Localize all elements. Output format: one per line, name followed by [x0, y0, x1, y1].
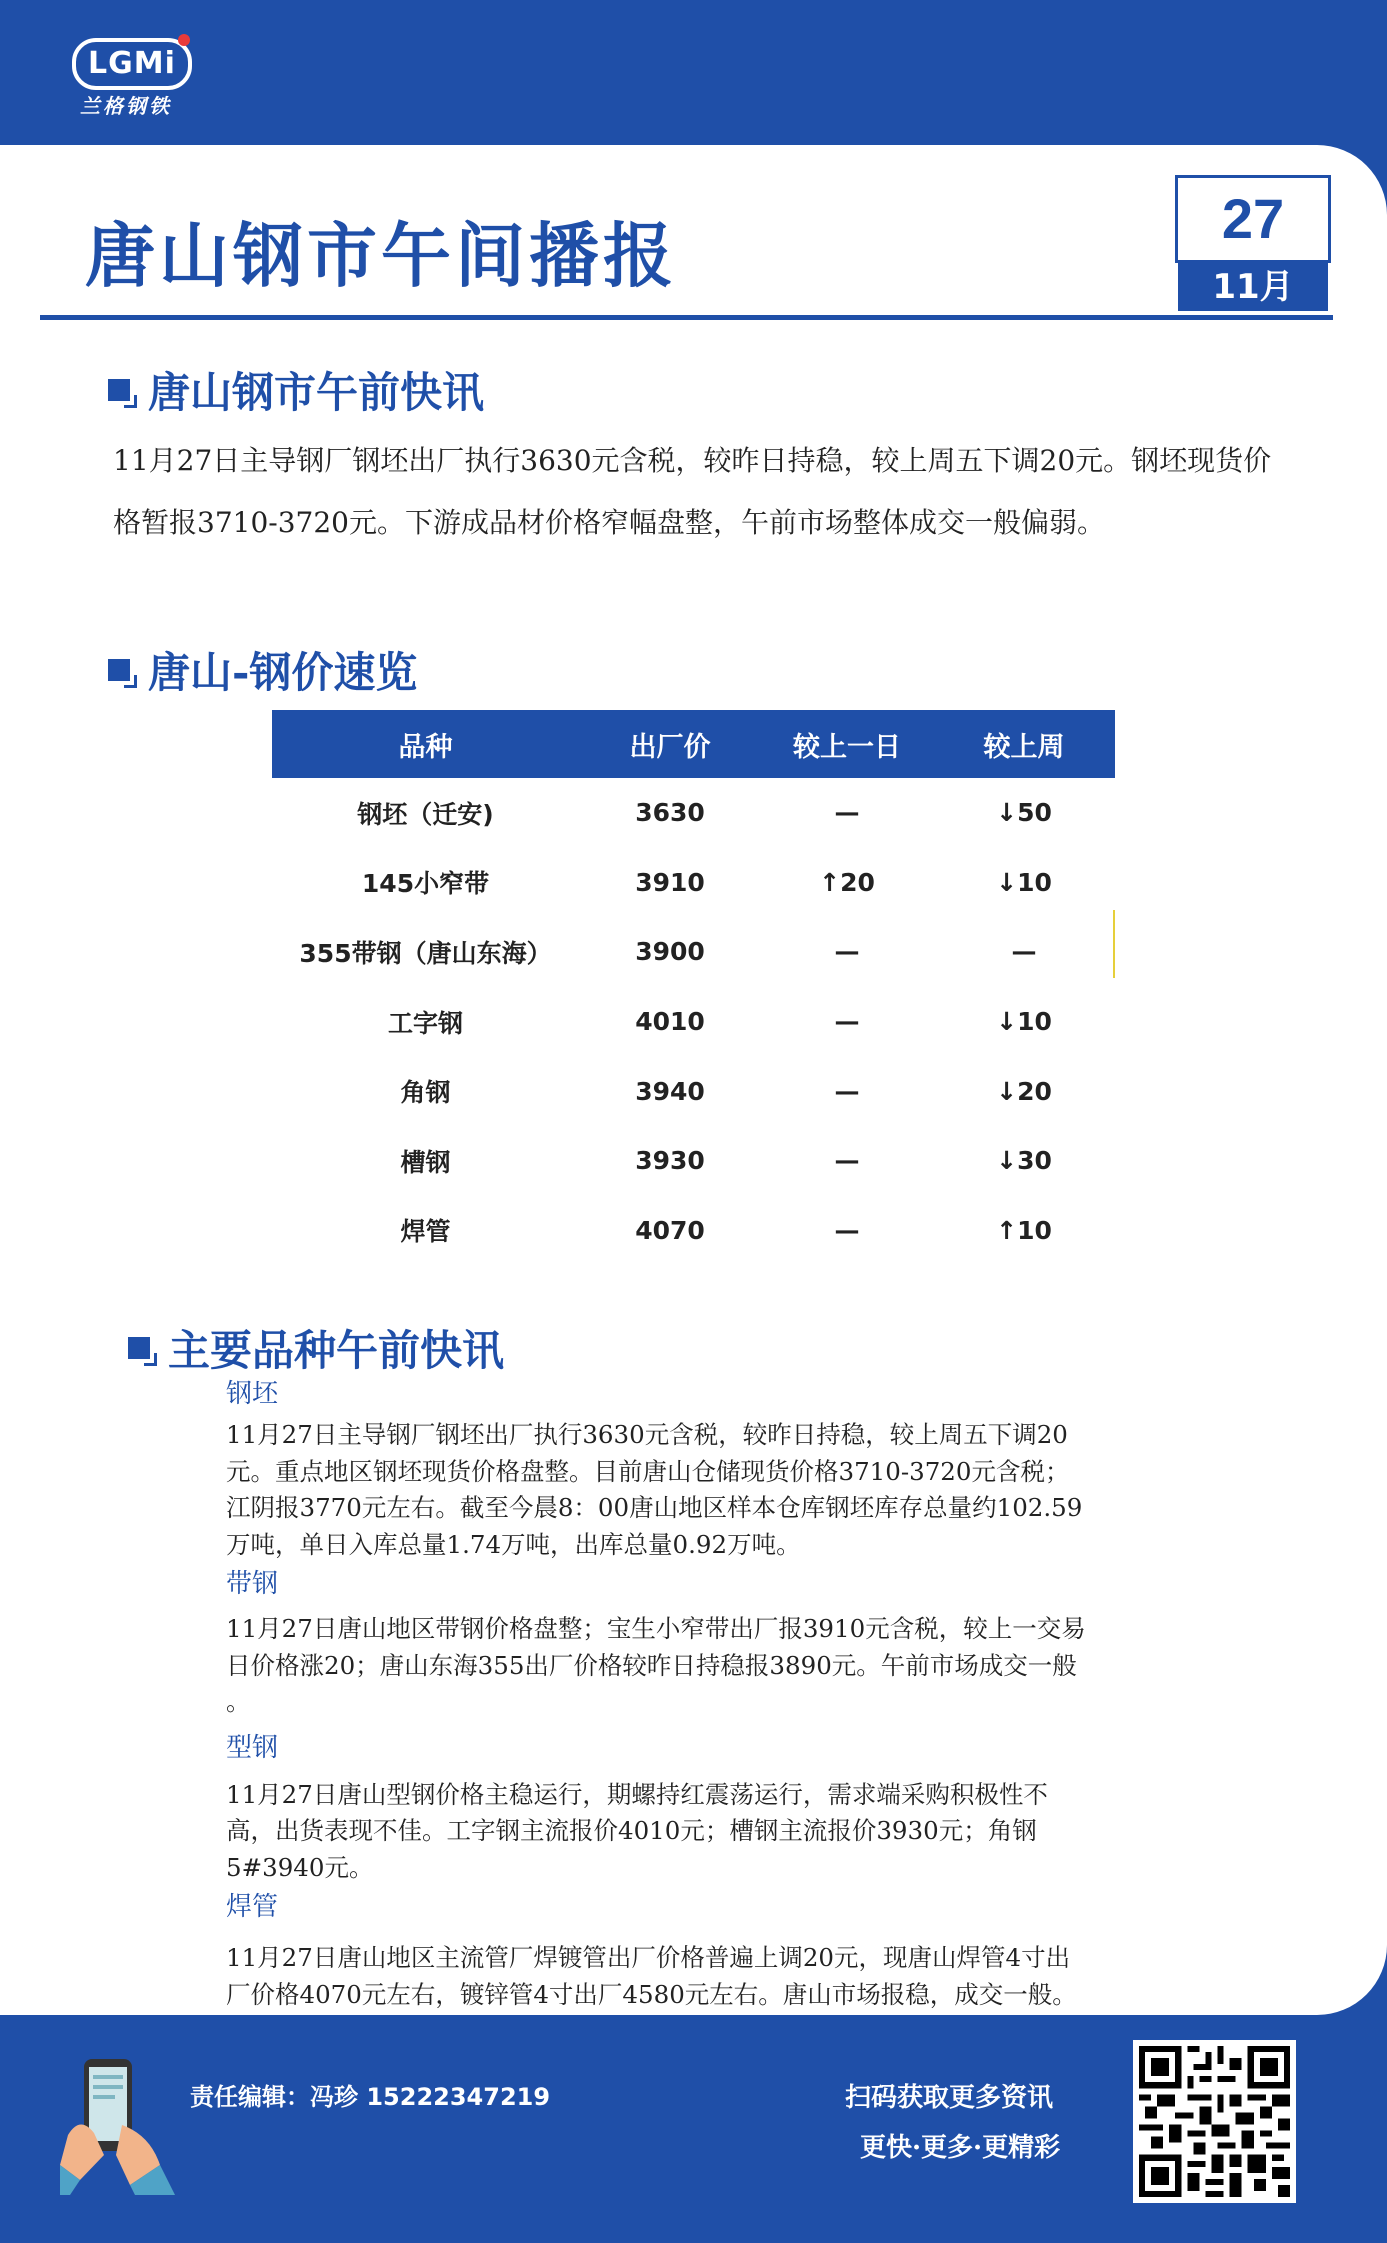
news-line: 厂价格4070元左右，镀锌管4寸出厂4580元左右。唐山市场报稳，成交一般。	[226, 1979, 1077, 2009]
change-day: —	[834, 937, 860, 967]
date-month: 11月	[1178, 263, 1328, 311]
column-header: 出厂价	[579, 710, 761, 778]
product-name: 角钢	[400, 1078, 451, 1108]
column-header: 较上周	[933, 710, 1115, 778]
news-line: 11月27日唐山型钢价格主稳运行，期螺持红震荡运行，需求端采购积极性不	[226, 1779, 1048, 1809]
news-line: 11月27日唐山地区带钢价格盘整；宝生小窄带出厂报3910元含税，较上一交易	[226, 1614, 1086, 1643]
product-name: 钢坯（迁安)	[357, 799, 494, 829]
page-title: 唐山钢市午间播报	[85, 215, 677, 297]
change-week: ↓30	[996, 1146, 1052, 1176]
date-day: 27	[1175, 175, 1331, 263]
factory-price: 3900	[635, 937, 705, 967]
table-row	[272, 1126, 1115, 1196]
logo-badge: LGMi	[72, 38, 192, 90]
section-price-overview-heading	[108, 640, 417, 700]
change-day: —	[834, 1215, 860, 1245]
news-line: 11月27日主导钢厂钢坯出厂执行3630元含税，较昨日持稳，较上周五下调20	[226, 1420, 1068, 1449]
news-body	[226, 1417, 1206, 1563]
section-bullet-icon	[108, 379, 130, 401]
news-category: 带钢	[226, 1569, 279, 1599]
factory-price: 3630	[635, 798, 705, 828]
news-body	[226, 1777, 1206, 1887]
news-category: 钢坯	[226, 1379, 279, 1409]
change-week: ↓10	[996, 867, 1052, 897]
change-day: —	[834, 1146, 860, 1176]
morning-brief-text: 11月27日主导钢厂钢坯出厂执行3630元含税，较昨日持稳，较上周五下调20元。钢坯现货价格暂报3710-3720元。下游成品材价格窄幅盘整，午前市场整体成交一般偏弱。	[113, 444, 1272, 539]
section-title: 主要品种午前快讯	[168, 1326, 505, 1375]
news-line: 。	[226, 1687, 251, 1716]
section-title: 唐山钢市午前快讯	[148, 368, 485, 417]
change-week: ↑10	[996, 1215, 1052, 1245]
table-row	[272, 1056, 1115, 1126]
table-row	[272, 1196, 1115, 1266]
factory-price: 3940	[635, 1076, 705, 1106]
news-line: 高，出货表现不佳。工字钢主流报价4010元；槽钢主流报价3930元；角钢	[226, 1816, 1037, 1845]
table-row	[272, 987, 1115, 1057]
news-line: 日价格涨20；唐山东海355出厂价格较昨日持稳报3890元。午前市场成交一般	[226, 1650, 1077, 1680]
product-news	[226, 1375, 1206, 2013]
footer-scan-text: 扫码获取更多资讯	[845, 2083, 1054, 2113]
column-header: 较上一日	[761, 710, 933, 778]
title-divider	[40, 315, 1333, 320]
change-day: —	[834, 798, 860, 828]
factory-price: 4010	[635, 1007, 705, 1037]
factory-price: 3930	[635, 1146, 705, 1176]
footer-slogan: 更快·更多·更精彩	[860, 2133, 1061, 2163]
news-category: 型钢	[226, 1732, 279, 1763]
table-row	[272, 848, 1115, 918]
column-header: 品种	[272, 710, 579, 778]
table-header-row	[272, 710, 1115, 778]
news-line: 江阴报3770元左右。截至今晨8：00唐山地区样本仓库钢坯库存总量约102.59	[226, 1493, 1083, 1522]
change-day: —	[834, 1007, 860, 1037]
price-table	[272, 710, 1115, 1265]
news-line: 万吨，单日入库总量1.74万吨，出库总量0.92万吨。	[226, 1529, 801, 1559]
company-logo	[72, 38, 192, 118]
factory-price: 3910	[635, 867, 705, 897]
section-key-products-heading	[128, 1318, 504, 1378]
change-day: —	[834, 1076, 860, 1106]
factory-price: 4070	[635, 1215, 705, 1245]
product-name: 145小窄带	[361, 869, 490, 899]
phone-hand-icon	[60, 2045, 180, 2195]
section-bullet-icon	[128, 1337, 150, 1359]
logo-company-name: 兰格钢铁	[80, 94, 172, 118]
product-name: 355带钢（唐山东海）	[299, 938, 552, 968]
change-week: ↓50	[996, 798, 1052, 828]
section-morning-brief-heading	[108, 360, 484, 420]
news-category: 焊管	[226, 1892, 279, 1922]
news-body	[226, 1940, 1206, 2013]
footer-editor: 责任编辑：冯珍 15222347219	[190, 2083, 551, 2111]
section-title: 唐山-钢价速览	[148, 648, 418, 697]
product-name: 焊管	[400, 1217, 451, 1247]
logo-dot-icon	[178, 34, 190, 46]
table-row	[272, 917, 1115, 987]
news-line: 11月27日唐山地区主流管厂焊镀管出厂价格普遍上调20元，现唐山焊管4寸出	[226, 1943, 1071, 1972]
change-week: ↓10	[996, 1007, 1052, 1037]
product-name: 工字钢	[387, 1008, 463, 1038]
change-week: —	[1011, 937, 1037, 967]
change-day: ↑20	[819, 867, 875, 897]
news-body	[226, 1611, 1206, 1721]
news-line: 元。重点地区钢坯现货价格盘整。目前唐山仓储现货价格3710-3720元含税；	[226, 1456, 1070, 1486]
change-week: ↓20	[996, 1076, 1052, 1106]
qr-code[interactable]	[1133, 2040, 1296, 2203]
table-edge-mark	[1113, 910, 1115, 978]
news-line: 5#3940元。	[226, 1852, 374, 1882]
section-bullet-icon	[108, 659, 130, 681]
qr-code-icon	[1139, 2046, 1290, 2197]
table-row	[272, 778, 1115, 848]
product-name: 槽钢	[400, 1147, 451, 1177]
